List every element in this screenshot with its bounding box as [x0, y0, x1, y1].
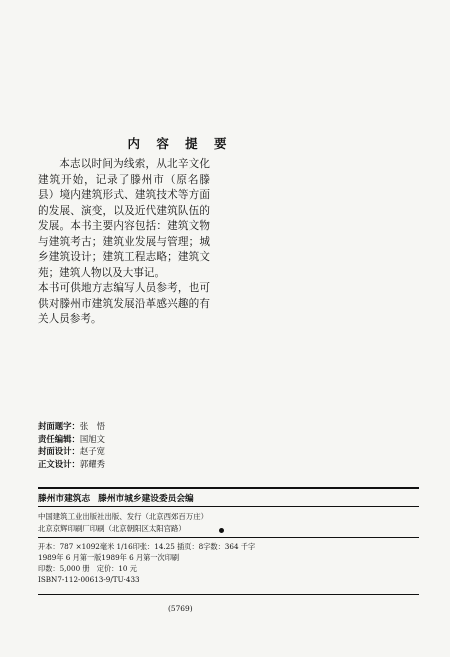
specs-line: 印数：5,000 册 定价：10 元 — [38, 564, 137, 573]
catalog-code: (5769) — [168, 604, 193, 613]
printer-line: 北京京辉印刷厂印刷（北京朝阳区太阳宫路） — [38, 523, 186, 533]
compiler: 滕州市城乡建设委员会编 — [98, 494, 194, 504]
specs-line: 1989年 6 月第一版1989年 6 月第一次印刷 — [38, 553, 180, 562]
credit-value: 郭耀秀 — [79, 458, 105, 469]
specs-line: 开本：787 ×1092毫米 1/16印张：14.25 插页：8字数：364 千字 — [38, 542, 256, 551]
credit-row — [38, 445, 105, 458]
summary-text — [38, 157, 210, 328]
bullet-dot — [219, 528, 224, 533]
credit-value: 国旭文 — [79, 433, 105, 444]
specs-info — [38, 541, 255, 585]
summary-heading: 内 容 提 要 — [127, 136, 233, 151]
credit-row — [38, 458, 105, 471]
specs-line: ISBN7-112-00613-9/TU·433 — [38, 575, 140, 584]
credit-row — [38, 433, 105, 446]
divider-top — [38, 487, 419, 489]
credits-list — [38, 420, 105, 470]
divider — [38, 537, 419, 538]
credit-key: 封面题字： — [38, 421, 80, 431]
divider — [38, 506, 419, 507]
credit-value: 赵子宽 — [79, 446, 105, 456]
credit-key: 责任编辑： — [38, 433, 80, 444]
divider — [38, 594, 419, 595]
summary-paragraph-1: 本志以时间为线索，从北辛文化建筑开始，记录了滕州市（原名滕县）境内建筑形式、建筑技术等方面的发展、演变，以及近代建筑队伍的发展。本书主要内容包括：建筑文物与建筑考古；建筑业发展与管理；城乡建筑设计；建筑工程志略；建筑文苑；建筑人物以及大事记。 — [38, 158, 210, 279]
editors-line — [38, 492, 194, 504]
summary-paragraph-2: 本书可供地方志编写人员参考，也可供对滕州市建筑发展沿革感兴趣的有关人员参考。 — [38, 282, 210, 325]
publisher-line: 中国建筑工业出版社出版、发行（北京西郊百万庄） — [38, 512, 208, 521]
credit-key: 正文设计： — [38, 458, 80, 469]
book-title: 滕州市建筑志 — [38, 494, 91, 504]
credit-key: 封面设计： — [38, 446, 80, 456]
publication-info — [38, 511, 208, 534]
credit-value: 张 悟 — [79, 421, 105, 431]
credit-row — [38, 420, 105, 433]
